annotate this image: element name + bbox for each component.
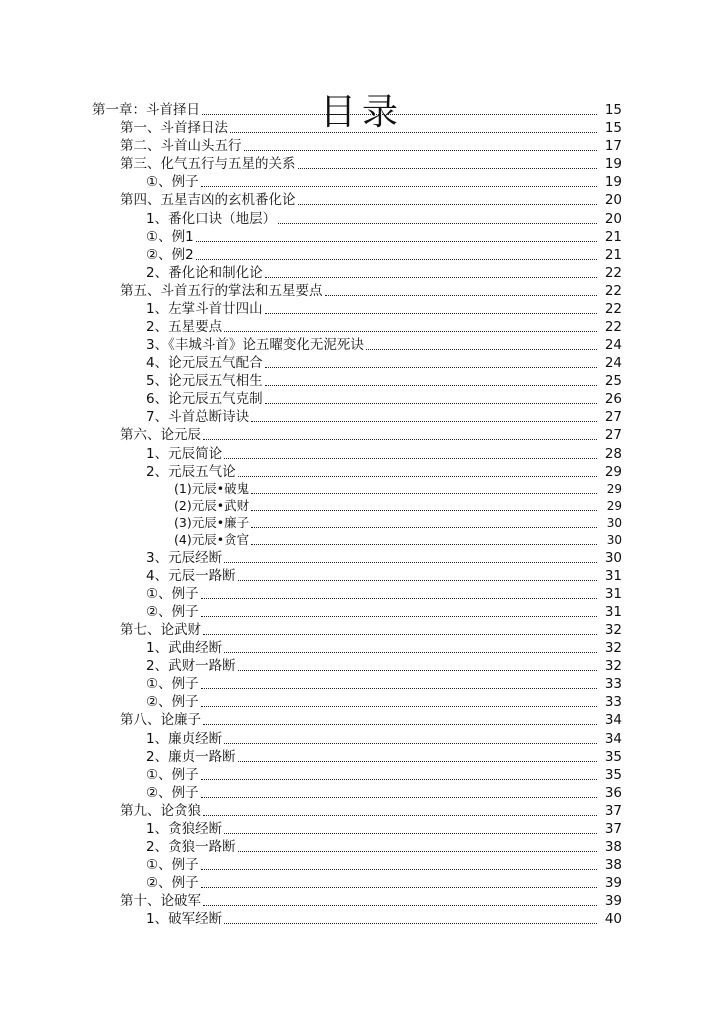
toc-entry[interactable] — [0, 246, 622, 264]
toc-entry[interactable] — [0, 282, 622, 300]
dot-leader — [251, 527, 597, 528]
dot-leader — [251, 421, 597, 422]
toc-entry-page-number: 31 — [604, 603, 622, 620]
dot-leader — [203, 634, 597, 635]
toc-entry-label: (3)元辰•廉子 — [174, 514, 250, 530]
dot-leader — [224, 652, 597, 653]
toc-entry-label: 4、论元辰五气配合 — [146, 355, 263, 372]
toc-entry-label: 第二、斗首山头五行 — [120, 138, 242, 155]
toc-entry-page-number: 39 — [604, 893, 622, 910]
toc-entry-label: ①、例子 — [146, 174, 199, 191]
toc-entry-label: 7、斗首总断诗诀 — [146, 409, 250, 426]
toc-entry-page-number: 22 — [604, 300, 622, 317]
dot-leader — [201, 887, 597, 888]
toc-entry-label: (2)元辰•武财 — [174, 497, 250, 513]
toc-entry-page-number: 24 — [604, 355, 622, 372]
toc-entry-label: 第八、论廉子 — [120, 712, 201, 729]
dot-leader — [201, 598, 597, 599]
toc-entry[interactable] — [0, 372, 622, 390]
dot-leader — [325, 295, 598, 296]
toc-entry-page-number: 35 — [604, 748, 622, 765]
toc-entry[interactable] — [0, 101, 622, 119]
toc-entry[interactable] — [0, 463, 622, 481]
toc-entry[interactable] — [0, 155, 622, 173]
toc-entry-label: 第四、五星吉凶的玄机番化论 — [120, 192, 296, 209]
dot-leader — [203, 905, 597, 906]
dot-leader — [203, 815, 597, 816]
dot-leader — [224, 562, 597, 563]
toc-entry-label: 第六、论元辰 — [120, 427, 201, 444]
toc-entry-label: ①、例1 — [146, 228, 194, 245]
dot-leader — [201, 797, 597, 798]
dot-leader — [265, 403, 597, 404]
toc-entry[interactable] — [0, 874, 622, 892]
toc-entry-page-number: 33 — [604, 676, 622, 693]
toc-entry-page-number: 31 — [604, 567, 622, 584]
toc-entry[interactable] — [0, 173, 622, 191]
toc-entry-label: 第九、论贪狼 — [120, 802, 201, 819]
dot-leader — [238, 851, 597, 852]
dot-leader — [224, 331, 597, 332]
toc-entry-page-number: 25 — [604, 373, 622, 390]
toc-entry-page-number: 27 — [604, 409, 622, 426]
toc-entry-page-number: 36 — [604, 784, 622, 801]
toc-entry-label: 1、左掌斗首廿四山 — [146, 300, 263, 317]
dot-leader — [265, 367, 597, 368]
toc-entry-page-number: 27 — [604, 427, 622, 444]
toc-entry-label: 1、破军经断 — [146, 911, 223, 928]
toc-entry[interactable] — [0, 820, 622, 838]
toc-entry-page-number: 19 — [604, 174, 622, 191]
toc-entry-page-number: 38 — [604, 838, 622, 855]
toc-entry-page-number: 19 — [604, 156, 622, 173]
toc-entry-page-number: 22 — [604, 282, 622, 299]
toc-entry-page-number: 33 — [604, 694, 622, 711]
dot-leader — [238, 580, 597, 581]
toc-entry-page-number: 30 — [606, 532, 622, 547]
toc-entry-label: ②、例子 — [146, 694, 199, 711]
toc-entry-label: 5、论元辰五气相生 — [146, 373, 263, 390]
toc-entry-label: 2、贪狼一路断 — [146, 838, 236, 855]
dot-leader — [201, 688, 597, 689]
toc-entry-page-number: 32 — [604, 640, 622, 657]
dot-leader — [201, 186, 597, 187]
toc-entry[interactable] — [0, 498, 622, 515]
toc-entry-label: 1、元辰简论 — [146, 445, 223, 462]
toc-entry-page-number: 38 — [604, 857, 622, 874]
toc-entry-page-number: 34 — [604, 712, 622, 729]
toc-entry-page-number: 30 — [604, 549, 622, 566]
dot-leader — [224, 458, 597, 459]
toc-entry[interactable] — [0, 838, 622, 856]
toc-entry-label: 1、廉贞经断 — [146, 730, 223, 747]
dot-leader — [244, 150, 598, 151]
toc-entry[interactable] — [0, 390, 622, 408]
toc-entry[interactable] — [0, 675, 622, 693]
dot-leader — [201, 869, 597, 870]
dot-leader — [298, 204, 598, 205]
toc-entry-page-number: 15 — [604, 120, 622, 137]
toc-entry-page-number: 22 — [604, 319, 622, 336]
toc-entry-page-number: 17 — [604, 138, 622, 155]
toc-entry-label: 2、五星要点 — [146, 319, 223, 336]
toc-entry-label: 6、论元辰五气克制 — [146, 391, 263, 408]
dot-leader — [251, 493, 597, 494]
toc-entry[interactable] — [0, 228, 622, 246]
toc-entry-label: ②、例子 — [146, 603, 199, 620]
toc-entry[interactable] — [0, 603, 622, 621]
toc-entry-page-number: 21 — [604, 228, 622, 245]
dot-leader — [201, 616, 597, 617]
dot-leader — [251, 510, 597, 511]
dot-leader — [196, 259, 597, 260]
toc-entry-page-number: 29 — [606, 481, 622, 496]
toc-entry-label: (1)元辰•破鬼 — [174, 480, 250, 496]
toc-entry-page-number: 15 — [604, 102, 622, 119]
toc-entry[interactable] — [0, 119, 622, 137]
toc-entry[interactable] — [0, 444, 622, 462]
toc-entry-page-number: 22 — [604, 264, 622, 281]
toc-entry[interactable] — [0, 354, 622, 372]
dot-leader — [203, 724, 597, 725]
toc-entry-label: 2、武财一路断 — [146, 658, 236, 675]
toc-entry[interactable] — [0, 137, 622, 155]
toc-entry-page-number: 31 — [604, 585, 622, 602]
toc-entry-page-number: 37 — [604, 802, 622, 819]
toc-entry-label: ②、例子 — [146, 875, 199, 892]
dot-leader — [201, 706, 597, 707]
dot-leader — [265, 313, 597, 314]
toc-entry-label: ①、例子 — [146, 585, 199, 602]
toc-entry[interactable] — [0, 856, 622, 874]
toc-entry[interactable] — [0, 549, 622, 567]
dot-leader — [202, 114, 597, 115]
toc-entry-page-number: 40 — [604, 911, 622, 928]
toc-entry[interactable] — [0, 784, 622, 802]
toc-entry-label: 第十、论破军 — [120, 893, 201, 910]
toc-entry-label: (4)元辰•贪官 — [174, 531, 250, 547]
dot-leader — [203, 439, 597, 440]
toc-entry-label: 第一章：斗首择日 — [92, 102, 200, 119]
toc-entry-label: 1、武曲经断 — [146, 640, 223, 657]
toc-entry-label: 第五、斗首五行的掌法和五星要点 — [120, 282, 323, 299]
toc-entry[interactable] — [0, 209, 622, 227]
toc-entry[interactable] — [0, 729, 622, 747]
toc-entry-label: ②、例子 — [146, 784, 199, 801]
toc-entry-label: 2、番化论和制化论 — [146, 264, 263, 281]
toc-entry-page-number: 35 — [604, 766, 622, 783]
toc-entry[interactable] — [0, 910, 622, 928]
dot-leader — [224, 923, 597, 924]
toc-entry-label: 3、《丰城斗首》论五曜变化无泥死诀 — [146, 337, 364, 354]
toc-entry-label: 第三、化气五行与五星的关系 — [120, 156, 296, 173]
toc-entry-page-number: 28 — [604, 445, 622, 462]
toc-entry[interactable] — [0, 336, 622, 354]
toc-entry-page-number: 20 — [604, 192, 622, 209]
toc-entry-page-number: 29 — [606, 498, 622, 513]
toc-entry-page-number: 30 — [606, 515, 622, 530]
toc-entry-page-number: 29 — [604, 463, 622, 480]
toc-entry-page-number: 37 — [604, 820, 622, 837]
toc-entry[interactable] — [0, 892, 622, 910]
toc-entry-label: ①、例子 — [146, 766, 199, 783]
toc-entry-page-number: 21 — [604, 246, 622, 263]
toc-entry[interactable] — [0, 532, 622, 549]
toc-entry-page-number: 34 — [604, 730, 622, 747]
dot-leader — [230, 132, 597, 133]
dot-leader — [366, 349, 597, 350]
toc-entry[interactable] — [0, 264, 622, 282]
toc-entry[interactable] — [0, 585, 622, 603]
dot-leader — [224, 833, 597, 834]
dot-leader — [201, 779, 597, 780]
dot-leader — [224, 743, 597, 744]
dot-leader — [238, 761, 597, 762]
toc-entry[interactable] — [0, 300, 622, 318]
toc-entry-label: 第一、斗首择日法 — [120, 120, 228, 137]
toc-entry-label: 1、贪狼经断 — [146, 820, 223, 837]
toc-entry[interactable] — [0, 693, 622, 711]
toc-entry-label: ②、例2 — [146, 246, 194, 263]
toc-entry[interactable] — [0, 481, 622, 498]
toc-entry-label: 1、番化口诀（地层） — [146, 210, 277, 227]
toc-entry[interactable] — [0, 711, 622, 729]
toc-entry-page-number: 26 — [604, 391, 622, 408]
toc-entry-page-number: 39 — [604, 875, 622, 892]
toc-entry[interactable] — [0, 639, 622, 657]
table-of-contents — [0, 101, 724, 928]
toc-entry[interactable] — [0, 318, 622, 336]
toc-entry[interactable] — [0, 515, 622, 532]
toc-entry-label: 2、元辰五气论 — [146, 463, 236, 480]
toc-entry[interactable] — [0, 191, 622, 209]
toc-entry[interactable] — [0, 766, 622, 784]
dot-leader — [265, 385, 597, 386]
toc-entry-label: ①、例子 — [146, 676, 199, 693]
toc-entry-label: 4、元辰一路断 — [146, 567, 236, 584]
toc-entry[interactable] — [0, 408, 622, 426]
dot-leader — [265, 277, 597, 278]
toc-entry-page-number: 24 — [604, 337, 622, 354]
toc-entry-page-number: 20 — [604, 210, 622, 227]
page-title: 目录 — [319, 92, 404, 134]
toc-entry-page-number: 32 — [604, 658, 622, 675]
toc-entry[interactable] — [0, 802, 622, 820]
dot-leader — [278, 223, 597, 224]
dot-leader — [238, 670, 597, 671]
toc-entry-label: 3、元辰经断 — [146, 549, 223, 566]
dot-leader — [196, 241, 597, 242]
toc-entry-label: ①、例子 — [146, 857, 199, 874]
toc-entry[interactable] — [0, 567, 622, 585]
toc-entry[interactable] — [0, 426, 622, 444]
dot-leader — [238, 476, 597, 477]
toc-entry-label: 2、廉贞一路断 — [146, 748, 236, 765]
dot-leader — [251, 544, 597, 545]
dot-leader — [298, 168, 598, 169]
toc-entry[interactable] — [0, 621, 622, 639]
toc-entry[interactable] — [0, 657, 622, 675]
toc-entry[interactable] — [0, 748, 622, 766]
toc-entry-label: 第七、论武财 — [120, 622, 201, 639]
toc-entry-page-number: 32 — [604, 622, 622, 639]
